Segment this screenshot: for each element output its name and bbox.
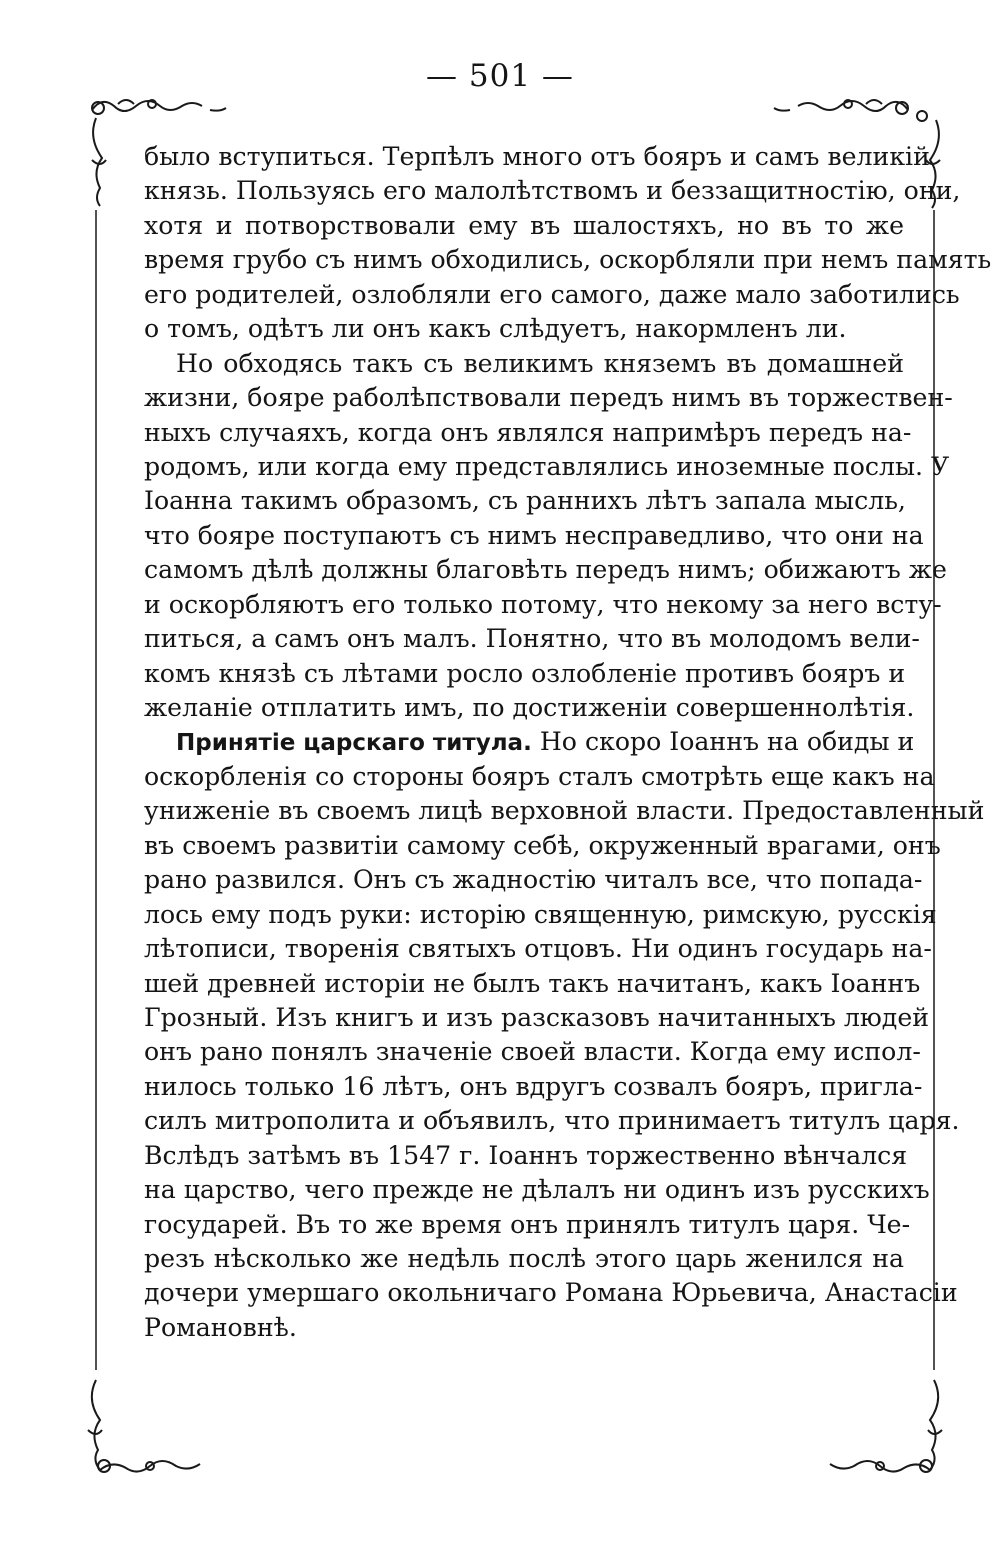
section-heading: Принятіе царскаго титула. xyxy=(176,730,532,757)
text-line: время грубо съ нимъ обходились, оскорбляли при немъ память xyxy=(144,245,992,275)
text-line: хотя и потворствовали ему въ шалостяхъ, но въ то же xyxy=(144,210,904,240)
text-line: самомъ дѣлѣ должны благовѣть передъ нимъ; обижаютъ же xyxy=(144,555,947,585)
text-line: жизни, бояре раболѣпствовали передъ нимъ въ торжествен- xyxy=(144,383,953,413)
text-line: князь. Пользуясь его малолѣтствомъ и беззащитностію, они, xyxy=(144,176,961,206)
text-line: Но обходясь такъ съ великимъ княземъ въ домашней xyxy=(176,348,904,378)
text-line: о томъ, одѣтъ ли онъ какъ слѣдуетъ, накормленъ ли. xyxy=(144,314,847,344)
text-line: Грозный. Изъ книгъ и изъ разсказовъ начитанныхъ людей xyxy=(144,1002,930,1032)
text-line: Іоанна такимъ образомъ, съ раннихъ лѣтъ запала мысль, xyxy=(144,486,906,516)
text-line: шей древней исторіи не былъ такъ начитанъ, какъ Іоаннъ xyxy=(144,968,921,998)
paragraph-3 xyxy=(144,725,985,1345)
text-line: питься, а самъ онъ малъ. Понятно, что въ молодомъ вели- xyxy=(144,624,920,654)
ornament-bottom-right xyxy=(830,1380,942,1472)
text-line: онъ рано понялъ значеніе своей власти. Когда ему испол- xyxy=(144,1037,921,1067)
text-line: нилось только 16 лѣтъ, онъ вдругъ созвалъ бояръ, пригла- xyxy=(144,1071,923,1101)
text-line xyxy=(144,725,915,759)
text-line: Вслѣдъ затѣмъ въ 1547 г. Іоаннъ торжественно вѣнчался xyxy=(144,1140,908,1170)
paragraph-1 xyxy=(144,140,992,347)
text-line: въ своемъ развитіи самому себѣ, окруженный врагами, онъ xyxy=(144,830,941,860)
text-line: родомъ, или когда ему представлялись иноземные послы. У xyxy=(144,451,950,481)
body-text xyxy=(144,140,992,1345)
text-line: и оскорбляютъ его только потому, что некому за него всту- xyxy=(144,589,942,619)
paragraph-2 xyxy=(144,347,953,726)
text-line: на царство, чего прежде не дѣлалъ ни одинъ изъ русскихъ xyxy=(144,1175,930,1205)
text-line: резъ нѣсколько же недѣль послѣ этого царь женился на xyxy=(144,1244,904,1273)
text-line: лѣтописи, творенія святыхъ отцовъ. Ни одинъ государь на- xyxy=(144,934,932,964)
page-number: — 501 — xyxy=(426,58,574,94)
text-line: его родителей, озлобляли его самого, даже мало заботились xyxy=(144,279,960,309)
text-line: что бояре поступаютъ съ нимъ несправедливо, что они на xyxy=(144,520,924,550)
text-line-rest: Но скоро Іоаннъ на обиды и xyxy=(539,727,915,757)
text-line: было вступиться. Терпѣлъ много отъ бояръ и самъ великій xyxy=(144,142,930,171)
text-line: государей. Въ то же время онъ принялъ титулъ царя. Че- xyxy=(144,1209,911,1239)
text-line: лось ему подъ руки: исторію священную, римскую, русскія xyxy=(144,899,937,929)
text-line: оскорбленія со стороны бояръ сталъ смотрѣть еще какъ на xyxy=(144,761,935,791)
text-line: комъ князѣ съ лѣтами росло озлобленіе противъ бояръ и xyxy=(144,658,906,688)
ornament-bottom-left xyxy=(88,1380,200,1472)
text-line: Романовнѣ. xyxy=(144,1312,297,1342)
text-line: ныхъ случаяхъ, когда онъ являлся напримѣръ передъ на- xyxy=(144,417,912,447)
text-line: дочери умершаго окольничаго Романа Юрьевича, Анастасіи xyxy=(144,1278,958,1308)
text-line: униженіе въ своемъ лицѣ верховной власти. Предоставленный xyxy=(144,796,985,826)
text-line: силъ митрополита и объявилъ, что принимаетъ титулъ царя. xyxy=(144,1106,960,1136)
text-line: рано развился. Онъ съ жадностію читалъ все, что попада- xyxy=(144,865,923,895)
text-line: желаніе отплатить имъ, по достиженіи совершеннолѣтія. xyxy=(144,693,915,722)
